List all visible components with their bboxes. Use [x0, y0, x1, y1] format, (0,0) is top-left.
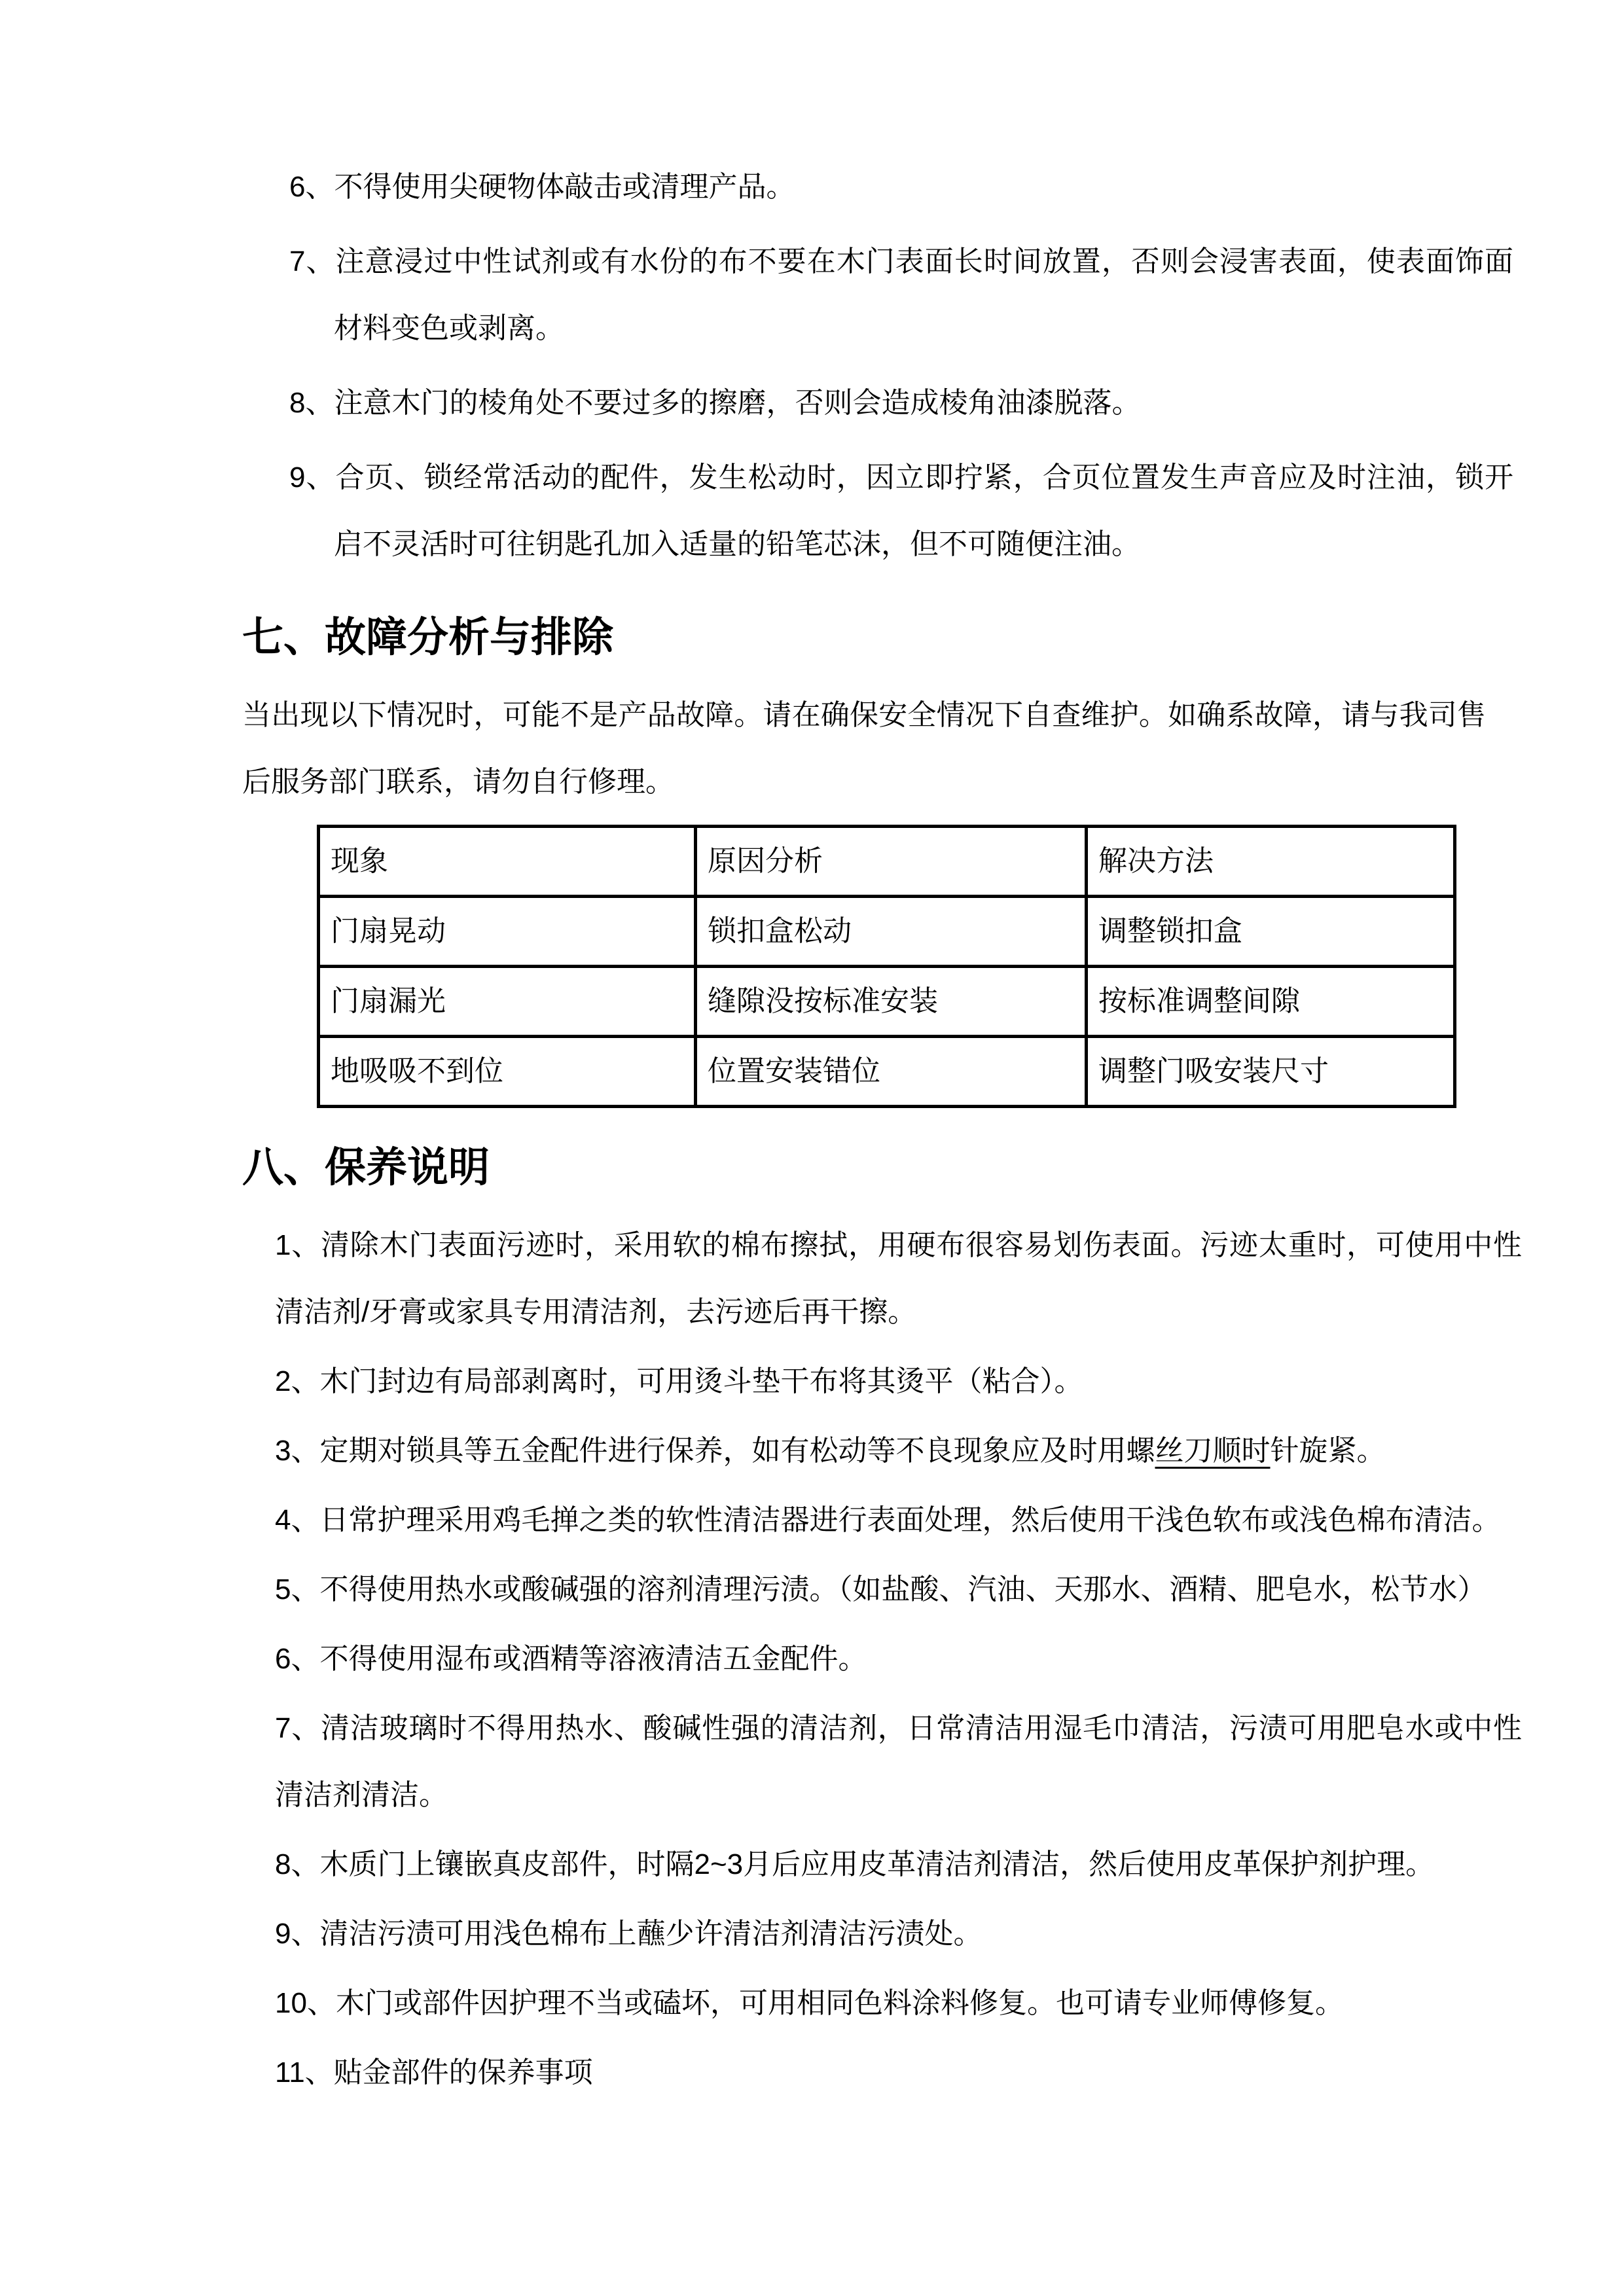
- item-number: 6、: [275, 1643, 320, 1675]
- list-item: [275, 1626, 1522, 1693]
- table-header-cell: 原因分析: [696, 827, 1087, 897]
- item-number: 10、: [275, 1987, 336, 2019]
- table-cell: 按标准调整间隙: [1087, 967, 1455, 1037]
- item-text: 不得使用湿布或酒精等溶液清洁五金配件。: [319, 1643, 867, 1675]
- list-item: [275, 1212, 1522, 1346]
- list-item: [289, 444, 1513, 578]
- item-text: 合页、锁经常活动的配件，发生松动时，因立即拧紧，合页位置发生声音应及时注油，锁开启不灵活时可往钥匙孔加入适量的铅笔芯沫，但不可随便注油。: [334, 461, 1513, 560]
- list-item: [275, 2039, 1522, 2106]
- item-number: 8、: [289, 387, 334, 419]
- table-header-row: [319, 827, 1455, 897]
- table-header-cell: 现象: [319, 827, 696, 897]
- list-item: [289, 370, 1513, 437]
- item-text: 不得使用热水或酸碱强的溶剂清理污渍。（如盐酸、汽油、天那水、酒精、肥皂水，松节水）: [319, 1573, 1487, 1605]
- item-number: 5、: [275, 1573, 320, 1605]
- item-number: 8、: [275, 1848, 320, 1880]
- list-item: [275, 1348, 1522, 1415]
- table-cell: 门扇漏光: [319, 967, 696, 1037]
- item-number: 11、: [275, 2056, 334, 2089]
- item-text: 清除木门表面污迹时，采用软的棉布擦拭，用硬布很容易划伤表面。污迹太重时，可使用中性清洁剂/牙膏或家具专用清洁剂，去污迹后再干擦。: [275, 1229, 1522, 1328]
- item-text: 针旋紧。: [1270, 1435, 1386, 1467]
- item-text: 不得使用尖硬物体敲击或清理产品。: [334, 171, 795, 203]
- item-text: 清洁玻璃时不得用热水、酸碱性强的清洁剂，日常清洁用湿毛巾清洁，污渍可用肥皂水或中性清洁剂清洁。: [275, 1712, 1522, 1811]
- item-text: 日常护理采用鸡毛掸之类的软性清洁器进行表面处理，然后使用干浅色软布或浅色棉布清洁。: [319, 1504, 1501, 1536]
- list-item: [275, 1418, 1522, 1484]
- maintenance-list: [275, 1212, 1522, 2106]
- item-text: 清洁污渍可用浅色棉布上蘸少许清洁剂清洁污渍处。: [319, 1918, 983, 1950]
- table-row: [319, 897, 1455, 967]
- table-cell: 缝隙没按标准安装: [696, 967, 1087, 1037]
- table-cell: 位置安装错位: [696, 1037, 1087, 1107]
- item-number: 6、: [289, 171, 334, 203]
- item-number: 9、: [275, 1918, 320, 1950]
- table-cell: 锁扣盒松动: [696, 897, 1087, 967]
- table-cell: 调整锁扣盒: [1087, 897, 1455, 967]
- list-item: [275, 1901, 1522, 1967]
- usage-notice-list: [289, 154, 1513, 578]
- table-row: [319, 1037, 1455, 1107]
- section-heading-fault-analysis: 七、故障分析与排除: [242, 615, 613, 660]
- list-item: [289, 154, 1513, 221]
- item-number: 7、: [289, 245, 336, 278]
- item-number: 7、: [275, 1712, 321, 1744]
- table-header-cell: 解决方法: [1087, 827, 1455, 897]
- item-text: 注意木门的棱角处不要过多的擦磨，否则会造成棱角油漆脱落。: [334, 387, 1141, 419]
- list-item: [275, 1831, 1522, 1898]
- item-text: 贴金部件的保养事项: [333, 2056, 593, 2089]
- item-number: 2、: [275, 1365, 320, 1397]
- item-text: 木门或部件因护理不当或磕坏，可用相同色料涂料修复。也可请专业师傅修复。: [335, 1987, 1344, 2019]
- list-item: [275, 1695, 1522, 1829]
- fault-analysis-table: [317, 825, 1456, 1108]
- item-text: 木门封边有局部剥离时，可用烫斗垫干布将其烫平（粘合）。: [319, 1365, 1083, 1397]
- table-cell: 调整门吸安装尺寸: [1087, 1037, 1455, 1107]
- table-row: [319, 967, 1455, 1037]
- item-number: 1、: [275, 1229, 321, 1261]
- table-cell: 地吸吸不到位: [319, 1037, 696, 1107]
- list-item: [275, 1970, 1522, 2037]
- item-text-underlined: 丝刀顺时: [1155, 1435, 1271, 1467]
- table-cell: 门扇晃动: [319, 897, 696, 967]
- item-number: 3、: [275, 1435, 320, 1467]
- fault-section-intro: 当出现以下情况时，可能不是产品故障。请在确保安全情况下自查维护。如确系故障，请与我司售后服务部门联系，请勿自行修理。: [242, 699, 1486, 798]
- list-item: [289, 228, 1513, 362]
- item-number: 9、: [289, 461, 336, 493]
- list-item: [275, 1556, 1522, 1623]
- list-item: [275, 1487, 1522, 1554]
- item-text: 木质门上镶嵌真皮部件，时隔2~3月后应用皮革清洁剂清洁，然后使用皮革保护剂护理。: [319, 1848, 1435, 1880]
- item-text: 注意浸过中性试剂或有水份的布不要在木门表面长时间放置，否则会浸害表面，使表面饰面材料变色或剥离。: [334, 245, 1513, 344]
- item-number: 4、: [275, 1504, 320, 1536]
- section-heading-maintenance: 八、保养说明: [242, 1145, 490, 1191]
- document-body: [242, 154, 1525, 2109]
- item-text: 定期对锁具等五金配件进行保养，如有松动等不良现象应及时用螺: [319, 1435, 1155, 1467]
